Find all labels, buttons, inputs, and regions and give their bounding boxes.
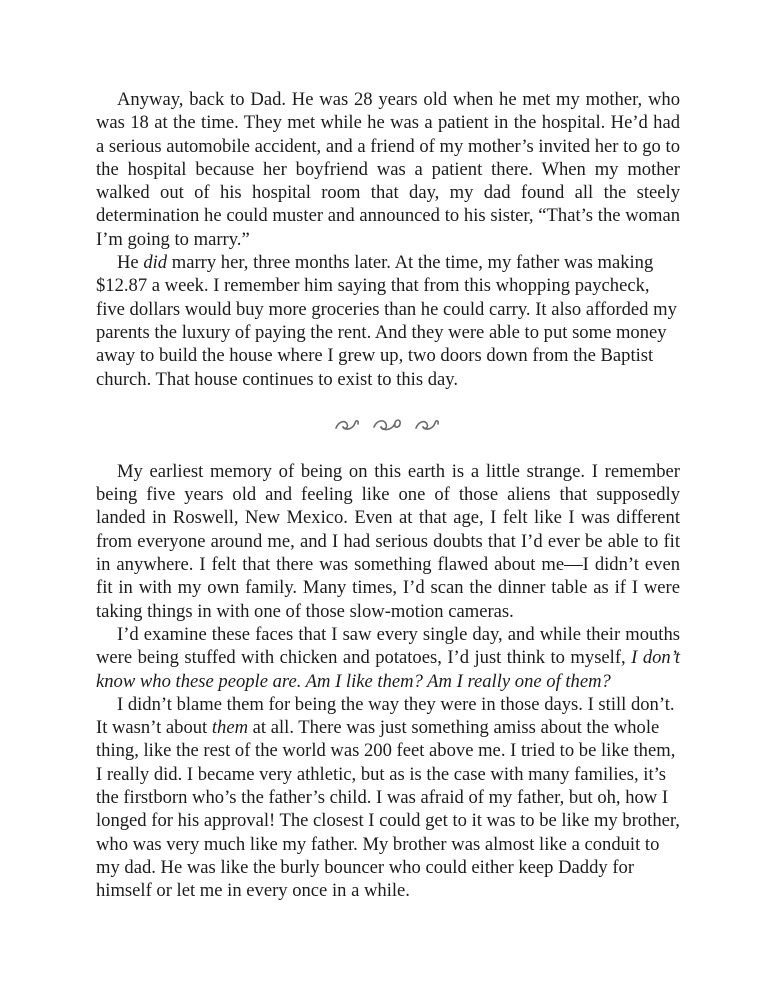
- paragraph-married: [96, 251, 680, 391]
- paragraph-father-approval: [96, 693, 680, 903]
- scroll-flourish-icon: [332, 415, 444, 435]
- paragraph-father-approval-start: I didn’t blame them for being the way they were in those days. I still don’t. It wasn’t about: [96, 693, 675, 739]
- book-page: [96, 88, 680, 903]
- paragraph-dinner-faces: [96, 623, 680, 693]
- paragraph-met-mother: Anyway, back to Dad. He was 28 years old when he met my mother, who was 18 at the time. They met while he was a patient in the hospital. He’d had a serious automobile accident, and a friend of my mother’s invited her to go to the hospital because her boyfriend was a patient there. When my mother walked out of his hospital room that day, my dad found all the steely determination he could muster and announced to his sister, “That’s the woman I’m going to marry.”: [96, 89, 680, 250]
- paragraph-dinner-faces-start: I’d examine these faces that I saw every single day, and while their mouths were being stuffed with chicken and potatoes, I’d just think to myself,: [96, 623, 680, 669]
- paragraph-married-start: He: [117, 252, 144, 274]
- section-break-ornament: [96, 413, 680, 437]
- emphasis-did: did: [143, 252, 168, 274]
- emphasis-inner-thought: I don’t know who these people are. Am I like them? Am I really one of them?: [96, 647, 681, 692]
- section-earliest-memory: [96, 460, 680, 903]
- paragraph-earliest-memory: My earliest memory of being on this earth is a little strange. I remember being five years old and feeling like one of those aliens that supposedly landed in Roswell, New Mexico. Even at that age, I felt like I was different from everyone around me, and I had serious doubts that I’d ever be able to fit in anywhere. I felt that there was something flawed about me—I didn’t even fit in with my own family. Many times, I’d scan the dinner table as if I were taking things in with one of those slow-motion cameras.: [96, 460, 680, 622]
- paragraph-married-rest: marry her, three months later. At the time, my father was making $12.87 a week. I remember him saying that from this whopping paycheck, five dollars would buy more groceries than he could carry. It also afforded my parents the luxury of paying the rent. And they were able to put some money away to build the house where I grew up, two doors down from the Baptist church. That house continues to exist to this day.: [96, 252, 677, 390]
- emphasis-them: them: [211, 717, 249, 739]
- section-dad-and-mother: [96, 88, 680, 391]
- paragraph-father-approval-rest: at all. There was just something amiss about the whole thing, like the rest of the world was 200 feet above me. I tried to be like them, I really did. I became very athletic, but as is the case with many families, it’s the firstborn who’s the father’s child. I was afraid of my father, but oh, how I longed for his approval! The closest I could get to it was to be like my brother, who was very much like my father. My brother was almost like a conduit to my dad. He was like the burly bouncer who could either keep Daddy for himself or let me in every once in a while.: [96, 717, 680, 902]
